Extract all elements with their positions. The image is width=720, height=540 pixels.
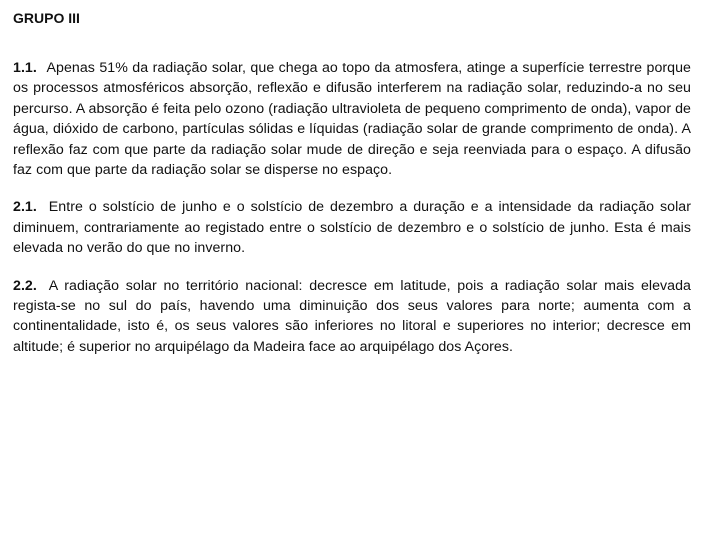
answer-paragraph-1-1 (13, 58, 691, 180)
question-number: 1.1. (13, 60, 37, 76)
answer-text: Entre o solstício de junho e o solstício de dezembro a duração e a intensidade da radiação solar diminuem, contrariamente ao registado entre o solstício de dezembro e o solstício de junho. Esta é mais elevada no verão do que no inverno. (13, 199, 691, 257)
document-page (13, 8, 691, 374)
section-heading: GRUPO III (13, 10, 80, 26)
question-number: 2.1. (13, 199, 37, 216)
question-number: 2.2. (13, 277, 37, 294)
answer-text: Apenas 51% da radiação solar, que chega ao topo da atmosfera, atinge a superfície terrestre porque os processos atmosféricos absorção, reflexão e difusão interferem na radiação solar, reduzindo-a no seu percurso. A absorção é feita pelo ozono (radiação ultravioleta de pequeno comprimento de onda), vapor de água, dióxido de carbono, partículas sólidas e líquidas (radiação solar de grande comprimento de onda). A reflexão faz com que parte da radiação solar mude de direção e seja reenviada para o espaço. A difusão faz com que parte da radiação solar se disperse no espaço. (13, 60, 692, 179)
answer-paragraph-2-2 (13, 276, 691, 358)
answer-text: A radiação solar no território nacional: decresce em latitude, pois a radiação solar mais elevada regista-se no sul do país, havendo uma diminuição dos seus valores para norte; aumenta com a continentalidade, isto é, os seus valores são inferiores no litoral e superiores no interior; decresce em altitude; é superior no arquipélago da Madeira face ao arquipélago dos Açores. (13, 277, 691, 355)
answer-paragraph-2-1 (13, 197, 691, 258)
